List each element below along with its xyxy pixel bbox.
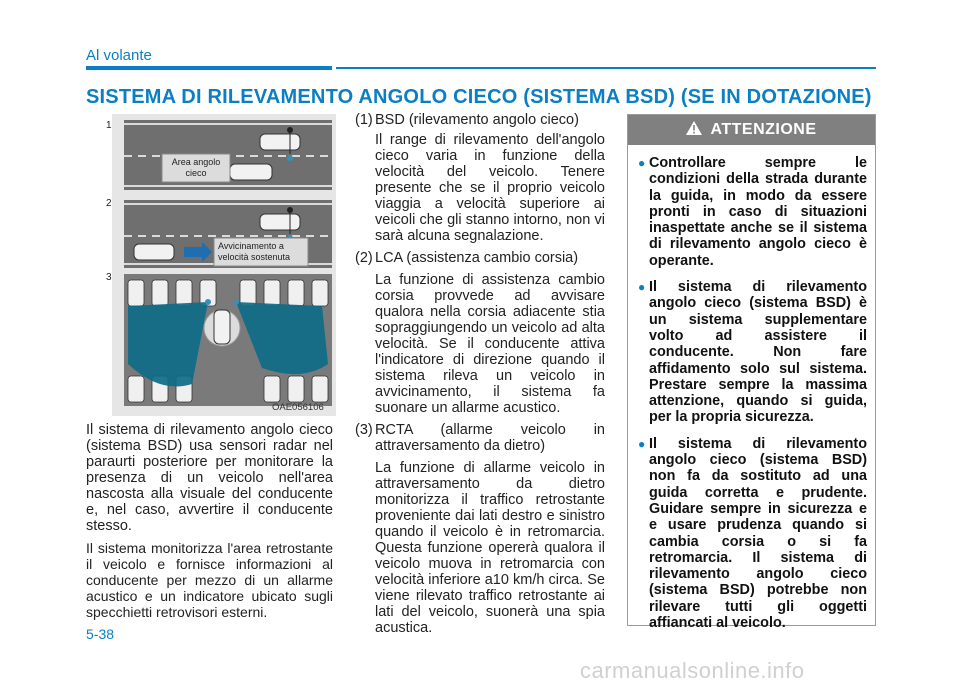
callout-blind-spot-l2: cieco (185, 168, 207, 178)
header-rule (86, 66, 332, 70)
page-title: SISTEMA DI RILEVAMENTO ANGOLO CIECO (SISTEMA BSD) (SE IN DOTAZIONE) (86, 86, 872, 108)
item-number: (1) (355, 112, 373, 128)
bsd-illustration (106, 114, 336, 416)
own-car-3 (214, 310, 230, 344)
intro-paragraph-2 (86, 540, 333, 620)
approaching-car (134, 244, 174, 260)
bullet-icon: ● (638, 156, 646, 170)
bullet-icon: ● (638, 280, 646, 295)
own-car-2 (260, 214, 300, 230)
warning-item: ● Il sistema di rilevamento angolo cieco (sistema BSD) non fa da sostituto ad una guida corretta e prudente. Guidare sempre in sicurezza e e usare prudenza quando si cambia corsia o si fa retromarcia. Il sistema di rilevamento angolo cieco (sistema BSD) potrebbe non rilevare tutti gli oggetti affiancati al veicolo. (638, 435, 867, 632)
warning-triangle-icon (686, 121, 702, 140)
intro-paragraph (86, 422, 333, 534)
item-heading: BSD (rilevamento angolo cieco) (375, 112, 579, 128)
figure-code: OAE056106 (272, 402, 324, 413)
item-heading: RCTA (allarme veicolo in attraversamento da dietro) (375, 422, 605, 454)
function-item-rcta (355, 422, 605, 636)
item-number: (2) (355, 250, 373, 266)
section-label: Al volante (86, 47, 152, 64)
warning-item: ● Il sistema di rilevamento angolo cieco (sistema BSD) è un sistema supplementare volto ad assistere il conducente. Non fare affidamento solo sul sistema. Prestare sempre la massima attenzione, quando si guida, per la propria sicurezza. (638, 279, 867, 426)
intro-p2: Il sistema monitorizza l'area retrostante il veicolo e fornisce informazioni al conducente per mezzo di un allarme acustico e un indicatore ubicato sugli specchietti retrovisori esterni. (86, 540, 333, 620)
item-heading: LCA (assistenza cambio corsia) (375, 250, 579, 266)
header-rule-thin (336, 67, 876, 69)
watermark: carmanualsonline.info (580, 658, 805, 683)
item-body: La funzione di assistenza cambio corsia provvede ad avvisare qualora nella corsia adiacente stia sopraggiungendo un veicolo ad alta velocità. Se il conducente attiva l'indicatore di direzione quando il sistema rileva un veicolo in avvicinamento, il sistema fa suonare un allarme acustico. (375, 272, 605, 416)
callout-approach-l2: velocità sostenuta (218, 252, 291, 262)
callout-approach-l1: Avvicinamento a (218, 241, 284, 251)
item-body: Il range di rilevamento dell'angolo cieco varia in funzione della velocità del veicolo. Tenere presente che se il proprio veicolo viaggia a velocità superiore ai veicoli che gli stanno intorno, non vi sarà alcuna segnalazione. (375, 132, 605, 244)
label-1: 1 (106, 120, 112, 131)
label-3: 3 (106, 272, 112, 283)
warning-box (627, 114, 876, 632)
warning-list (638, 155, 867, 631)
warning-title: ATTENZIONE (710, 121, 817, 138)
label-2: 2 (106, 198, 112, 209)
blind-spot-car (230, 164, 272, 180)
item-number: (3) (355, 422, 373, 438)
page-number: 5-38 (86, 626, 115, 642)
intro-p1: Il sistema di rilevamento angolo cieco (sistema BSD) usa sensori radar nel paraurti posteriore per monitorare la presenza di un veicolo nell'area nascosta alla visuale del conducente e, nel caso, avvertire il conducente stesso. (86, 422, 333, 534)
function-list (355, 112, 605, 636)
warning-item: ● Controllare sempre le condizioni della strada durante la guida, in modo da essere pronti in caso di situazioni inaspettate anche se il sistema di rilevamento angolo cieco è operante. (638, 155, 867, 269)
function-item-lca (355, 250, 605, 416)
item-body: La funzione di allarme veicolo in attraversamento da dietro monitorizza il traffico retrostante proveniente dai lati destro e sinistro quando il veicolo è in retromarcia. Questa funzione opererà qualora il veicolo muova in retromarcia con velocità inferiore a10 km/h circa. Se viene rilevato traffico retrostante ai lati del veicolo, suonerà una spia acustica. (375, 460, 605, 636)
bullet-icon: ● (638, 436, 646, 451)
warning-header (628, 115, 875, 145)
own-car-1 (260, 134, 300, 150)
callout-blind-spot-l1: Area angolo (171, 157, 221, 167)
function-item-bsd (355, 112, 605, 244)
